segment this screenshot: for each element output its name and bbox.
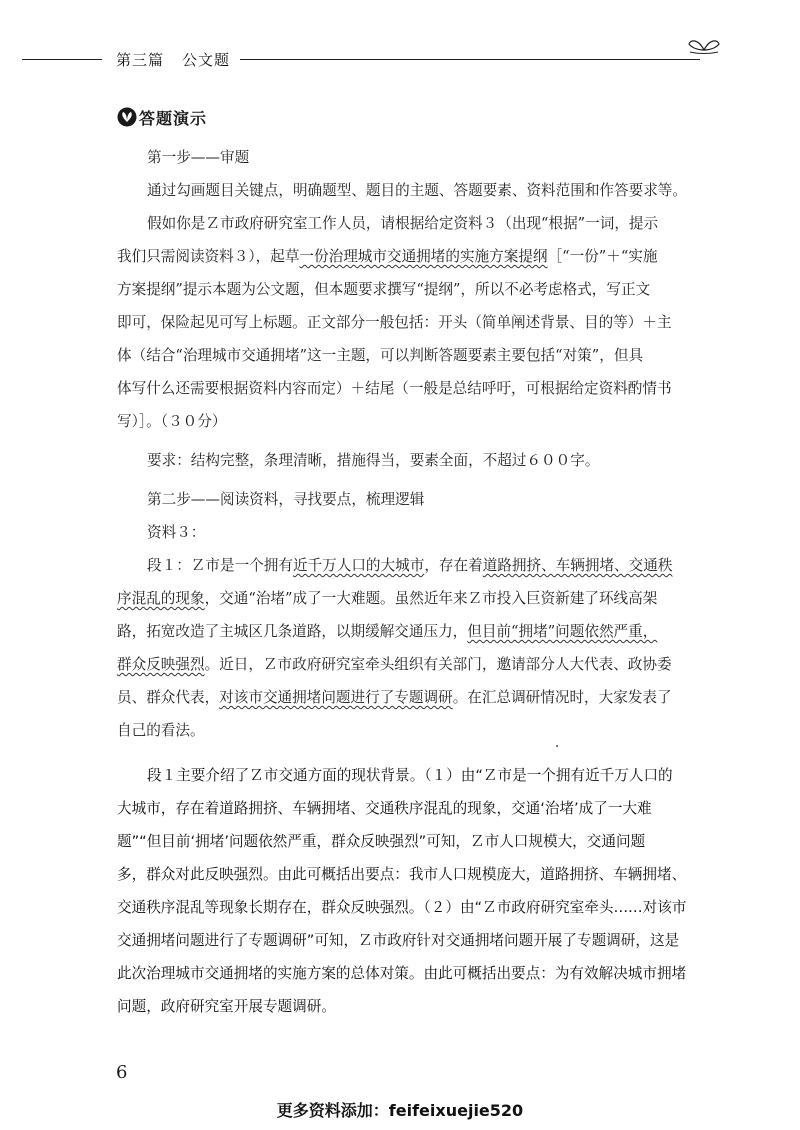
paragraph-line bbox=[117, 246, 657, 268]
material-line bbox=[117, 654, 672, 676]
analysis-line: 大城市，存在着道路拥挤、车辆拥堵、交通秩序混乱的现象，交通‘治堵’成了一大难 bbox=[117, 800, 652, 817]
header-chapter: 第三篇 bbox=[116, 51, 165, 69]
section-title: 答题演示 bbox=[139, 108, 208, 128]
underlined-phrase: 群众反映强烈 bbox=[117, 656, 205, 673]
paragraph-line: 方案提纲”提示本题为公文题，但本题要求撰写“提纲”，所以不必考虑格式，写正文 bbox=[117, 281, 651, 298]
analysis-line: 此次治理城市交通拥堵的实施方案的总体对策。由此可概括出要点：为有效解决城市拥堵 bbox=[117, 965, 687, 982]
scan-speck bbox=[556, 745, 558, 747]
section-heading bbox=[117, 104, 207, 130]
analysis-line: 问题，政府研究室开展专题调研。 bbox=[117, 998, 336, 1015]
text-segment: 员、群众代表， bbox=[117, 689, 220, 706]
underlined-phrase: 序混乱的现象 bbox=[117, 590, 205, 607]
analysis-line: 题”“但目前‘拥堵’问题依然严重，群众反映强烈”可知，Ｚ市人口规模大，交通问题 bbox=[117, 833, 646, 850]
promo-footer: 更多资料添加：feifeixuejie520 bbox=[276, 1101, 524, 1120]
analysis-line: 段１主要介绍了Ｚ市交通方面的现状背景。（１）由“Ｚ市是一个拥有近千万人口的 bbox=[147, 767, 673, 784]
text-segment: 段１：Ｚ市是一个拥有 bbox=[147, 557, 293, 574]
step1-title: 第一步——审题 bbox=[147, 149, 250, 166]
running-header bbox=[116, 49, 230, 70]
underlined-phrase: 对该市交通拥堵问题进行了专题调研 bbox=[219, 689, 453, 706]
step1-intro: 通过勾画题目关键点，明确题型、题目的主题、答题要素、资料范围和作答要求等。 bbox=[147, 182, 687, 199]
material-line bbox=[117, 687, 672, 709]
text-segment: ，交通“治堵”成了一大难题。虽然近年来Ｚ市投入巨资新建了环线高架 bbox=[204, 590, 658, 607]
material-line bbox=[117, 621, 657, 643]
material-line bbox=[147, 555, 672, 577]
header-topic: 公文题 bbox=[182, 51, 231, 69]
text-segment: ，存在着 bbox=[424, 557, 483, 574]
text-segment: 。在汇总调研情况时，大家发表了 bbox=[452, 689, 672, 706]
underlined-phrase: 道路拥挤、车辆拥堵、交通秩 bbox=[482, 557, 673, 574]
analysis-line: 交通拥堵问题进行了专题调研”可知，Ｚ市政府针对交通拥堵问题开展了专题调研，这是 bbox=[117, 932, 680, 949]
paragraph-line: 即可，保险起见可写上标题。正文部分一般包括：开头（简单阐述背景、目的等）＋主 bbox=[117, 314, 672, 331]
text-segment: 路，拓宽改造了主城区几条道路，以期缓解交通压力， bbox=[117, 623, 468, 640]
leaf-badge-icon bbox=[117, 107, 137, 127]
underlined-phrase: 但目前“拥堵”问题依然严重， bbox=[467, 623, 658, 640]
material-line bbox=[117, 588, 657, 610]
header-rule-right bbox=[240, 59, 700, 60]
paragraph-line: 体（结合“治理城市交通拥堵”这一主题，可以判断答题要素主要包括“对策”，但具 bbox=[117, 347, 644, 364]
leaf-ornament-icon bbox=[688, 32, 720, 54]
requirement-line: 要求：结构完整，条理清晰，措施得当，要素全面，不超过６００字。 bbox=[147, 452, 600, 469]
paragraph-line: 写）］。（３０分） bbox=[117, 413, 227, 430]
analysis-line: 多，群众对此反映强烈。由此可概括出要点：我市人口规模庞大，道路拥挤、车辆拥堵、 bbox=[117, 866, 687, 883]
text-segment: ［“一份”＋“实施 bbox=[547, 248, 658, 265]
analysis-line: 交通秩序混乱等现象长期存在，群众反映强烈。（２）由“Ｚ市政府研究室牵头……对该市 bbox=[117, 899, 687, 916]
underlined-phrase: 近千万人口的大城市 bbox=[292, 557, 425, 574]
header-rule-left bbox=[22, 59, 102, 60]
paragraph-line: 体写什么还需要根据资料内容而定）＋结尾（一般是总结呼吁，可根据给定资料酌情书 bbox=[117, 380, 672, 397]
paragraph-line: 假如你是Ｚ市政府研究室工作人员，请根据给定资料３（出现“根据”一词，提示 bbox=[147, 215, 659, 232]
material-line: 自己的看法。 bbox=[117, 722, 205, 739]
material-label: 资料３： bbox=[147, 524, 206, 541]
text-segment: 我们只需阅读资料３），起草 bbox=[117, 248, 300, 265]
underlined-phrase: 一份治理城市交通拥堵的实施方案提纲 bbox=[299, 248, 548, 265]
text-segment: 。近日，Ｚ市政府研究室牵头组织有关部门，邀请部分人大代表、政协委 bbox=[204, 656, 672, 673]
page-number: 6 bbox=[116, 1062, 128, 1083]
step2-title: 第二步——阅读资料，寻找要点，梳理逻辑 bbox=[147, 491, 425, 508]
